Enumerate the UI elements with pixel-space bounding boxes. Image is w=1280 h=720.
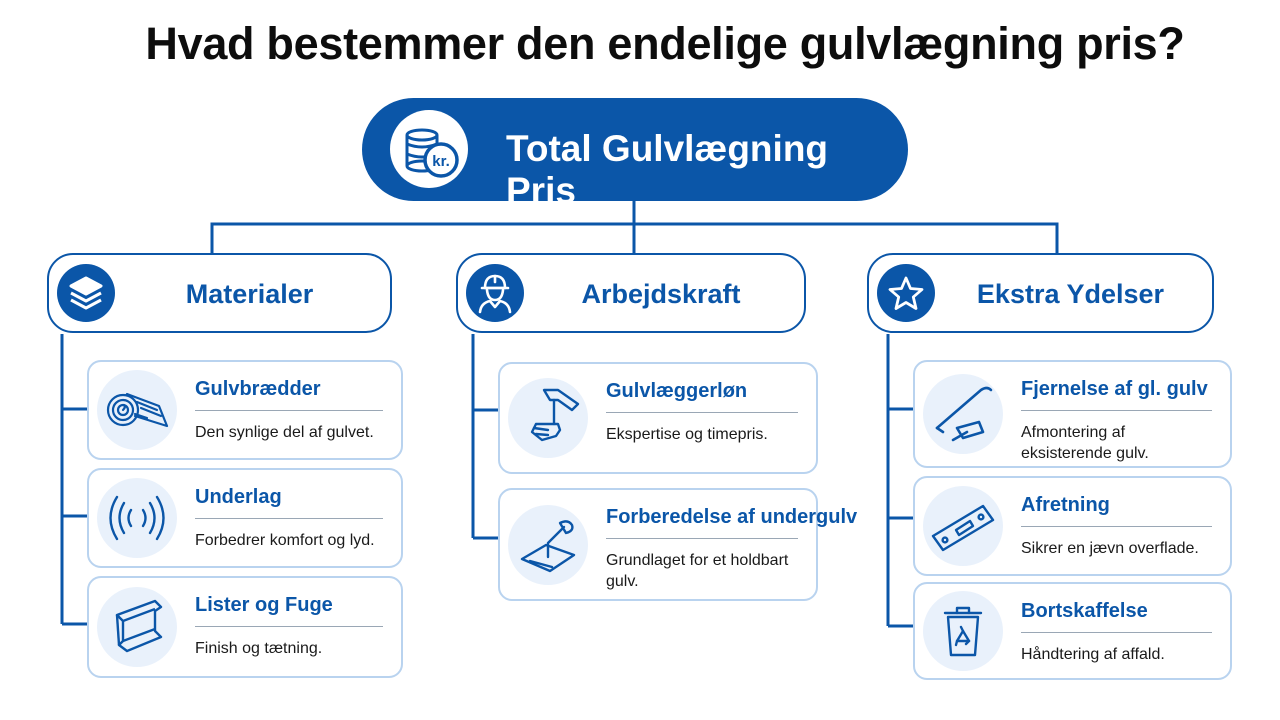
skirting-profile-icon	[97, 587, 177, 667]
category-label: Arbejdskraft	[581, 279, 741, 309]
category-label: Materialer	[185, 279, 314, 309]
card-description: Sikrer en jævn overflade.	[1021, 540, 1199, 557]
crowbar-icon	[923, 374, 1003, 454]
page-title: Hvad bestemmer den endelige gulvlægning pris?	[145, 18, 1185, 69]
floor-roll-icon	[97, 370, 177, 450]
card-description: Håndtering af affald.	[1021, 646, 1165, 663]
root-label: Total Gulvlægning Pris	[506, 128, 829, 211]
spirit-level-icon	[923, 486, 1003, 566]
card-fjernelse-af-gl-gulv	[913, 360, 1232, 468]
total-price-node	[362, 98, 908, 211]
category-materialer	[47, 253, 392, 333]
card-title: Afretning	[1021, 494, 1110, 516]
card-gulvlaeggerloen	[498, 362, 818, 474]
card-forberedelse-af-undergulv	[498, 488, 858, 601]
card-divider	[1021, 526, 1212, 527]
card-divider	[195, 518, 383, 519]
card-description: Forbedrer komfort og lyd.	[195, 532, 375, 549]
card-description: Grundlaget for et holdbart gulv.	[606, 552, 789, 590]
trowel-icon	[508, 505, 588, 585]
sound-waves-icon	[97, 478, 177, 558]
kr-icon-text: kr.	[432, 153, 450, 170]
card-divider	[606, 412, 798, 413]
card-description: Afmontering af eksisterende gulv.	[1021, 424, 1149, 462]
card-divider	[1021, 410, 1212, 411]
card-title: Underlag	[195, 486, 282, 508]
card-divider	[606, 538, 798, 539]
star-icon	[877, 264, 935, 322]
card-underlag	[87, 468, 403, 568]
card-title: Bortskaffelse	[1021, 600, 1148, 622]
card-lister-og-fuge	[87, 576, 403, 678]
card-description: Ekspertise og timepris.	[606, 426, 768, 443]
category-arbejdskraft	[456, 253, 806, 333]
card-divider	[1021, 632, 1212, 633]
worker-icon	[466, 264, 524, 322]
coin-stack-kr-icon	[390, 110, 468, 188]
card-bortskaffelse	[913, 582, 1232, 680]
layers-icon	[57, 264, 115, 322]
card-title: Gulvbrædder	[195, 378, 321, 400]
recycle-bin-icon	[923, 591, 1003, 671]
card-title: Lister og Fuge	[195, 594, 333, 616]
card-description: Den synlige del af gulvet.	[195, 424, 374, 441]
card-afretning	[913, 476, 1232, 576]
card-divider	[195, 626, 383, 627]
card-title: Forberedelse af undergulv	[606, 506, 858, 528]
card-title: Gulvlæggerløn	[606, 380, 748, 402]
hammer-hand-icon	[508, 378, 588, 458]
card-divider	[195, 410, 383, 411]
card-gulvbraedder	[87, 360, 403, 460]
category-ekstra-ydelser	[867, 253, 1214, 333]
card-title: Fjernelse af gl. gulv	[1021, 378, 1208, 400]
card-description: Finish og tætning.	[195, 640, 323, 657]
category-label: Ekstra Ydelser	[976, 279, 1165, 309]
